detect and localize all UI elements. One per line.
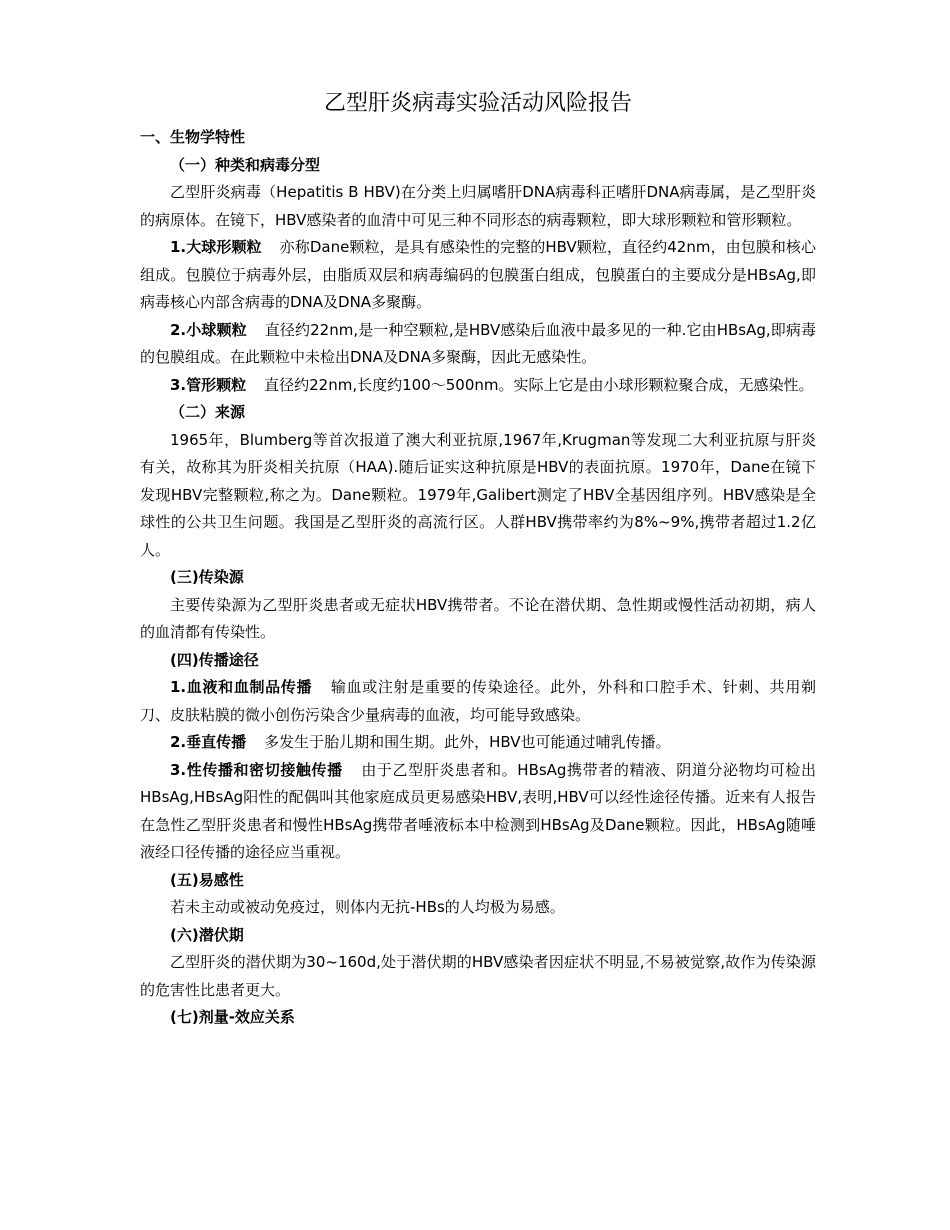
paragraph-tube-particle — [140, 372, 816, 400]
label-sexual-transmission: 3.性传播和密切接触传播 — [170, 760, 343, 779]
subsection-heading-types: （一）种类和病毒分型 — [170, 155, 321, 174]
subsection-heading-dose-response: (七)剂量-效应关系 — [170, 1008, 295, 1026]
paragraph-infection-source: 主要传染源为乙型肝炎患者或无症状HBV携带者。不论在潜伏期、急性期或慢性活动初期，病人的血清都有传染性。 — [140, 595, 816, 641]
paragraph-big-particle — [140, 234, 816, 317]
text-small-particle: 直径约22nm,是一种空颗粒,是HBV感染后血液中最多见的一种.它由HBsAg,即病毒的包膜组成。在此颗粒中未检出DNA及DNA多聚酶，因此无感染性。 — [140, 320, 816, 366]
label-vertical-transmission: 2.垂直传播 — [170, 733, 247, 751]
label-blood-transmission: 1.血液和血制品传播 — [170, 678, 313, 696]
text-big-particle: 亦称Dane颗粒，是具有感染性的完整的HBV颗粒，直径约42nm，由包膜和核心组成。包膜位于病毒外层，由脂质双层和病毒编码的包膜蛋白组成，包膜蛋白的主要成分是HBsAg,即病毒核心内部含病毒的DNA及DNA多聚酶。 — [140, 238, 816, 311]
paragraph-incubation: 乙型肝炎的潜伏期为30~160d,处于潜伏期的HBV感染者因症状不明显,不易被觉察,故作为传染源的危害性比患者更大。 — [140, 953, 816, 999]
subsection-heading-source: （二）来源 — [170, 403, 246, 421]
paragraph-vertical-transmission — [140, 729, 816, 757]
subsection-heading-infection-source: (三)传染源 — [170, 568, 244, 586]
text-tube-particle: 直径约22nm,长度约100～500nm。实际上它是由小球形颗粒聚合成，无感染性。 — [264, 375, 814, 394]
label-small-particle: 2.小球颗粒 — [170, 320, 247, 339]
paragraph-source: 1965年，Blumberg等首次报道了澳大利亚抗原,1967年,Krugman等发现二大利亚抗原与肝炎有关，故称其为肝炎相关抗原（HAA).随后证实这种抗原是HBV的表面抗原。1970年，Dane在镜下发现HBV完整颗粒,称之为。Dane颗粒。1979年,Galibert测定了HBV全基因组序列。HBV感染是全球性的公共卫生问题。我国是乙型肝炎的高流行区。人群HBV携带率约为8%~9%,携带者超过1.2亿人。 — [140, 430, 816, 559]
subsection-heading-incubation: (六)潜伏期 — [170, 925, 244, 944]
subsection-heading-transmission: (四)传播途径 — [170, 650, 259, 669]
label-tube-particle: 3.管形颗粒 — [170, 375, 247, 394]
paragraph-small-particle — [140, 317, 816, 372]
document-title: 乙型肝炎病毒实验活动风险报告 — [323, 91, 632, 116]
label-big-particle: 1.大球形颗粒 — [170, 238, 262, 256]
text-sexual-transmission: 由于乙型肝炎患者和。HBsAg携带者的精液、阴道分泌物均可检出HBsAg,HBsAg阳性的配偶叫其他家庭成员更易感染HBV,表明,HBV可以经性途径传播。近来有人报告在急性乙型肝炎患者和慢性HBsAg携带者唾液标本中检测到HBsAg及Dane颗粒。因此，HBsAg随唾液经口径传播的途径应当重视。 — [140, 760, 817, 861]
text-vertical-transmission: 多发生于胎儿期和围生期。此外，HBV也可能通过哺乳传播。 — [264, 733, 671, 751]
paragraph-sexual-transmission — [140, 757, 816, 867]
paragraph-susceptibility: 若未主动或被动免疫过，则体内无抗-HBs的人均极为易感。 — [170, 898, 565, 916]
text-blood-transmission: 输血或注射是重要的传染途径。此外，外科和口腔手术、针刺、共用剃刀、皮肤粘膜的微小创伤污染含少量病毒的血液，均可能导致感染。 — [140, 678, 816, 724]
subsection-heading-susceptibility: (五)易感性 — [170, 870, 244, 889]
section-heading-biology: 一、生物学特性 — [140, 128, 246, 146]
paragraph-blood-transmission — [140, 674, 816, 729]
paragraph-types-intro: 乙型肝炎病毒（Hepatitis B HBV)在分类上归属嗜肝DNA病毒科正嗜肝DNA病毒属，是乙型肝炎的病原体。在镜下，HBV感染者的血清中可见三种不同形态的病毒颗粒，即大球形颗粒和管形颗粒。 — [140, 183, 816, 229]
